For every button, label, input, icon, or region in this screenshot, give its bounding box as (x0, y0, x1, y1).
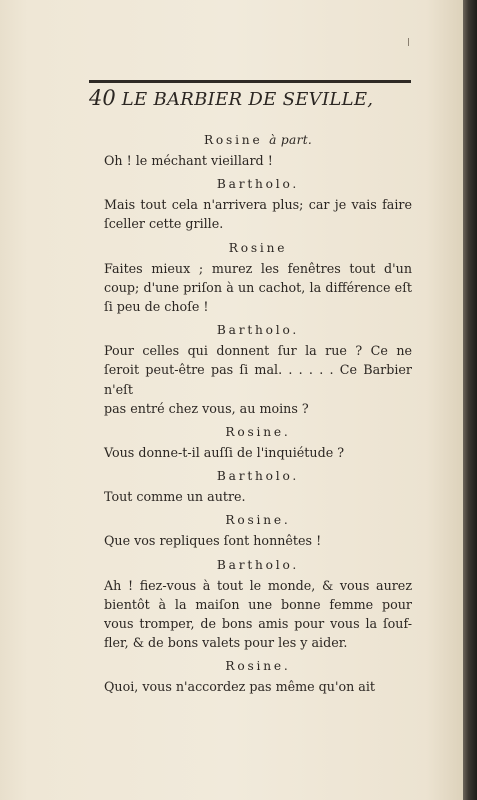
speaker-label: Bartholo. (216, 323, 300, 338)
speaker-label: Rosine. (225, 513, 291, 528)
speech (104, 151, 412, 170)
play-text (104, 130, 412, 701)
text-line: Tout comme un autre. (104, 489, 246, 505)
speaker-name (104, 320, 412, 340)
running-header (89, 86, 419, 116)
speaker-label: Bartholo. (216, 557, 300, 572)
text-line: coup; d'une priſon à un cachot, la différence eſt (104, 279, 412, 295)
running-title: LE BARBIER DE SEVILLE, (121, 89, 374, 110)
speaker-name (104, 422, 412, 442)
speaker-name (104, 555, 412, 575)
text-line: bientôt à la maiſon une bonne femme pour (104, 596, 412, 612)
stage-direction: à part. (269, 133, 313, 147)
text-line: Ah ! fiez-vous à tout le monde, & vous aurez (104, 577, 412, 593)
speaker-label: Rosine (203, 133, 263, 147)
speaker-name (104, 238, 412, 258)
margin-mark (408, 38, 409, 46)
speaker-label: Bartholo. (216, 177, 300, 192)
text-line: ſceller cette grille. (104, 216, 224, 232)
text-line: ſi peu de choſe ! (104, 299, 209, 315)
speaker-name (104, 466, 412, 486)
speaker-label: Rosine (228, 240, 288, 255)
speaker-name (104, 174, 412, 194)
text-line: Vous donne-t-il auſſi de l'inquiétude ? (104, 445, 345, 461)
text-line: fler, & de bons valets pour les y aider. (104, 635, 348, 651)
text-line: Mais tout cela n'arrivera plus; car je vais faire (104, 197, 412, 213)
speech (104, 443, 412, 462)
text-line: Pour celles qui donnent ſur la rue ? Ce ne (104, 343, 412, 359)
speech (104, 487, 412, 506)
speech (104, 341, 412, 418)
speaker-name (104, 510, 412, 530)
speaker-name (104, 130, 412, 150)
speech (104, 677, 412, 696)
speaker-label: Rosine. (225, 659, 291, 674)
page-number: 40 (89, 86, 116, 110)
text-line: Que vos repliques ſont honnêtes ! (104, 533, 322, 549)
book-edge (463, 0, 477, 800)
speech (104, 195, 412, 233)
speech (104, 531, 412, 550)
speaker-name (104, 656, 412, 676)
text-line: vous tromper, de bons amis pour vous la ſouf- (104, 616, 412, 632)
text-line: Faites mieux ; murez les fenêtres tout d'un (104, 260, 412, 276)
text-line: Oh ! le méchant vieillard ! (104, 153, 273, 168)
text-line: Quoi, vous n'accordez pas même qu'on ait (104, 679, 376, 695)
speech (104, 576, 412, 653)
speaker-label: Rosine. (225, 425, 291, 440)
header-rule (89, 80, 411, 83)
text-line: ſeroit peut-être pas ſi mal. . . . . . Ce Barbier n'eſt (104, 362, 412, 397)
speech (104, 259, 412, 317)
speaker-label: Bartholo. (216, 469, 300, 484)
text-line: pas entré chez vous, au moins ? (104, 400, 309, 416)
